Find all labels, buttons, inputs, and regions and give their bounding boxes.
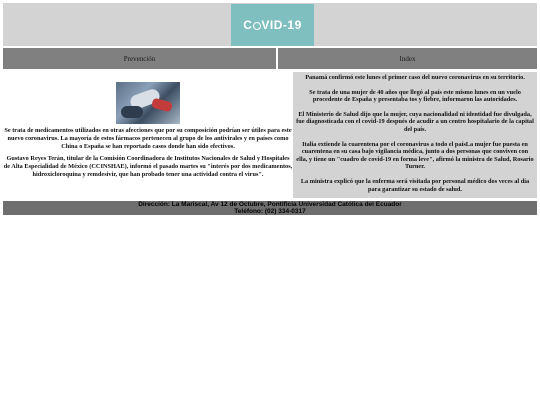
right-paragraph-4: Italia extiende la cuarentena por el coronavirus a todo el paísLa mujer fue puesta en cuarentena en su casa bajo vigilancia médica, junto a dos personas que conviven con ella, y tiene un "cuadro de covid-19 en forma leve", afirmó la ministra de Salud, Rosario Turner. xyxy=(296,140,534,171)
logo-text: C VID-19 xyxy=(243,18,302,32)
medical-photo xyxy=(116,82,180,124)
right-article xyxy=(293,72,537,198)
right-paragraph-2: Se trata de una mujer de 40 años que llegó al país este mismo lunes en un vuelo procedente de España y presentaba tos y fiebre, informaron las autoridades. xyxy=(309,88,521,104)
covid-logo xyxy=(231,4,314,46)
left-paragraph-2: Gustavo Reyes Terán, titular de la Comisión Coordinadora de Institutos Nacionales de Salud y Hospitales de Alta Especialidad de México (CCINSHAE), informó el pasado martes su "interés por dos medicamentos, hidroxicloroquina y remdesivir, que han probado tener una actividad contra el virus". xyxy=(3,155,293,178)
nav-index-label: Index xyxy=(399,54,416,63)
nav-index[interactable] xyxy=(278,48,537,69)
footer-address: Dirección: La Mariscal, Av 12 de Octubre, Pontificia Universidad Católica del Ecuador xyxy=(138,201,402,208)
right-paragraph-1: Panamá confirmó este lunes el primer caso del nuevo coronavirus en su territorio. xyxy=(305,74,525,81)
footer-phone: Teléfono: (02) 334-0317 xyxy=(234,208,306,215)
page-header xyxy=(3,3,537,46)
virus-icon xyxy=(253,22,261,30)
left-paragraph-1: Se trata de medicamentos utilizados en otras afecciones que por su composición podrían ser útiles para este nuevo coronavirus. La mayoría de estos fármacos pertenecen al grupo de los antivirales y en países como China o España se han reportado casos donde han sido efectivos. xyxy=(4,127,292,150)
right-paragraph-3: El Ministerio de Salud dijo que la mujer, cuya nacionalidad ni identidad fue divulgada, fue diagnosticada con el covid-19 después de acudir a un centro hospitalario de la capital del país. xyxy=(296,110,534,133)
page-footer xyxy=(3,201,537,215)
right-paragraph-5: La ministra explicó que la enferma será visitada por personal médico dos veces al día para garantizar su estado de salud. xyxy=(300,177,530,193)
left-article xyxy=(3,82,293,179)
nav-prevencion[interactable] xyxy=(3,48,276,69)
nav-prevencion-label: Prevención xyxy=(123,54,156,63)
